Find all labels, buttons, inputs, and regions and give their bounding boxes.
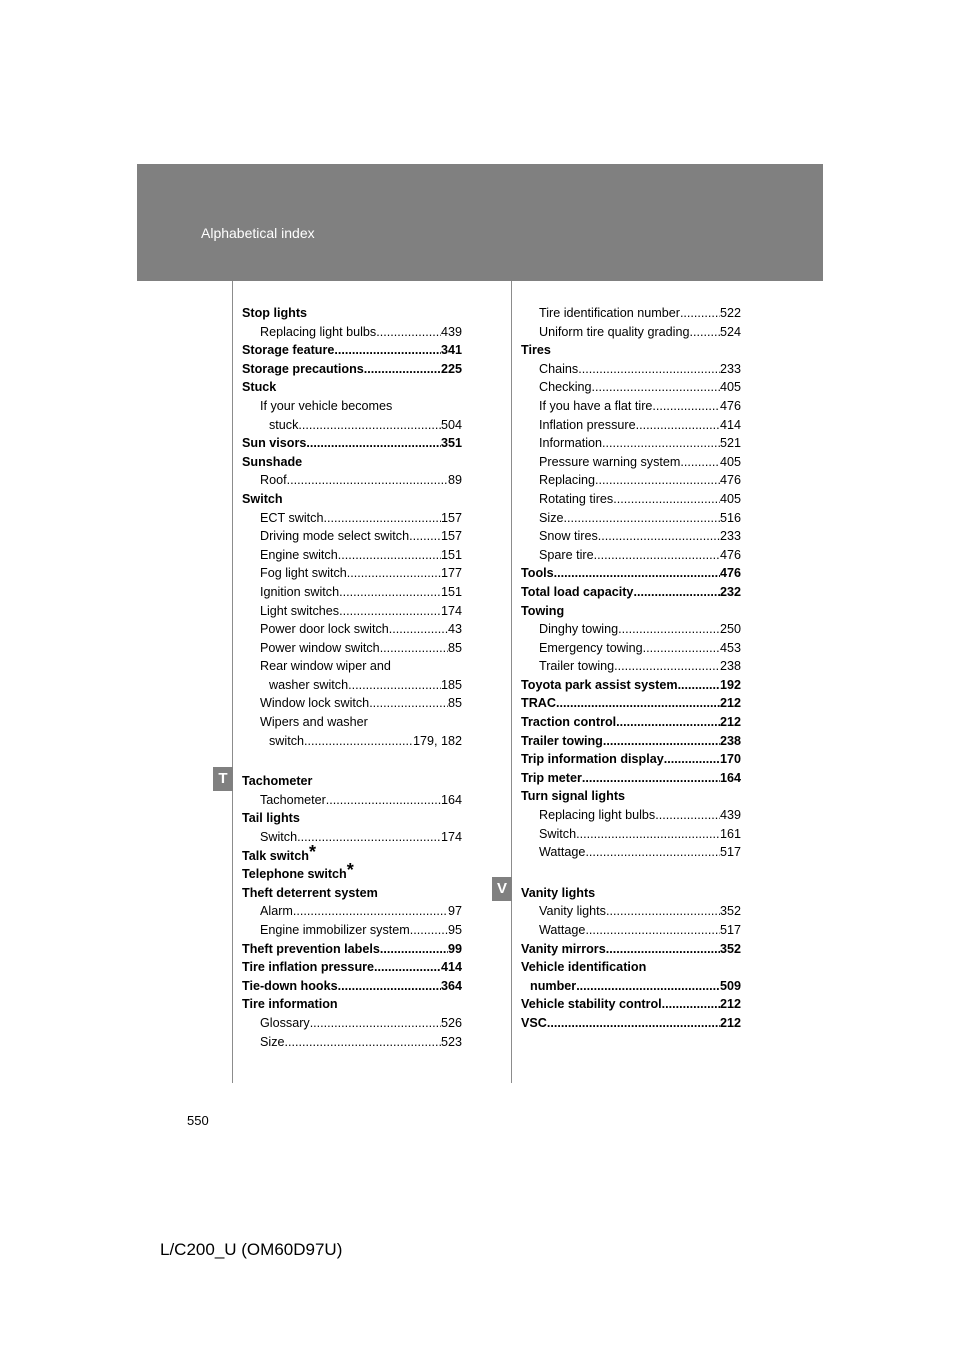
index-entry[interactable]: Snow tires ..... 233 [521, 527, 741, 546]
index-entry[interactable]: Fog light switch ..... 177 [242, 564, 462, 583]
index-entry[interactable]: Engine immobilizer system ..... 95 [242, 921, 462, 940]
index-subheading: If your vehicle becomes [260, 398, 393, 413]
left-column [242, 304, 462, 1051]
index-entry[interactable]: Switch ..... 161 [521, 825, 741, 844]
index-heading: Turn signal lights [521, 789, 626, 804]
index-entry[interactable]: number ..... 509 [521, 977, 741, 996]
index-heading: Stop lights [242, 306, 308, 320]
section-tab-v[interactable]: V [492, 877, 512, 901]
index-entry[interactable]: Driving mode select switch ..... 157 [242, 527, 462, 546]
index-subheading: Wipers and washer [260, 715, 368, 730]
index-entry[interactable]: Size ..... 523 [242, 1033, 462, 1052]
index-entry[interactable]: Replacing light bulbs ..... 439 [242, 323, 462, 342]
page-number: 550 [187, 1113, 209, 1128]
index-subheading: Rear window wiper and [260, 659, 391, 674]
index-entry[interactable]: Information ..... 521 [521, 434, 741, 453]
right-column [521, 304, 741, 1033]
index-heading: Stuck [242, 380, 277, 395]
index-heading: Sunshade [242, 454, 303, 469]
index-entry[interactable]: Light switches ..... 174 [242, 602, 462, 621]
index-entry[interactable]: Switch ..... 174 [242, 828, 462, 847]
index-entry[interactable]: If you have a flat tire ..... 476 [521, 397, 741, 416]
index-entry[interactable]: Window lock switch ..... 85 [242, 694, 462, 713]
left-divider [232, 281, 233, 1083]
footer-code: L/C200_U (OM60D97U) [160, 1240, 343, 1259]
footnote-star: * [346, 860, 354, 881]
index-entry[interactable]: Chains ..... 233 [521, 360, 741, 379]
page-header [137, 164, 823, 281]
index-entry[interactable]: Dinghy towing ..... 250 [521, 620, 741, 639]
index-entry[interactable]: Wattage ..... 517 [521, 843, 741, 862]
index-entry[interactable]: Glossary ..... 526 [242, 1014, 462, 1033]
index-entry[interactable]: VSC ..... 212 [521, 1014, 741, 1033]
index-entry[interactable]: Trailer towing ..... 238 [521, 732, 741, 751]
index-entry[interactable]: Trailer towing ..... 238 [521, 657, 741, 676]
index-entry[interactable]: Inflation pressure ..... 414 [521, 416, 741, 435]
index-entry[interactable]: TRAC ..... 212 [521, 694, 741, 713]
index-heading: Tail lights [242, 811, 300, 826]
index-entry[interactable]: Tachometer ..... 164 [242, 791, 462, 810]
index-entry[interactable]: Tire inflation pressure ..... 414 [242, 958, 462, 977]
index-entry[interactable]: switch ..... 179, 182 [242, 732, 462, 751]
index-entry[interactable]: Vehicle stability control ..... 212 [521, 995, 741, 1014]
index-entry[interactable]: Vanity lights ..... 352 [521, 902, 741, 921]
index-entry[interactable]: Spare tire ..... 476 [521, 546, 741, 565]
index-heading: Tires [521, 343, 551, 358]
index-entry[interactable]: Alarm ..... 97 [242, 902, 462, 921]
center-divider [511, 281, 512, 1083]
index-entry[interactable]: Checking ..... 405 [521, 378, 741, 397]
index-entry[interactable]: Tire identification number ..... 522 [521, 304, 741, 323]
index-entry[interactable]: Uniform tire quality grading ..... 524 [521, 323, 741, 342]
index-entry[interactable]: Pressure warning system ..... 405 [521, 453, 741, 472]
footnote-star: * [308, 841, 316, 862]
index-heading[interactable]: Talk switch* [242, 841, 316, 863]
index-heading: Tire information [242, 997, 338, 1012]
index-heading: Vanity lights [521, 885, 596, 900]
index-heading: Tachometer [242, 774, 313, 789]
index-entry[interactable]: washer switch ..... 185 [242, 676, 462, 695]
index-entry[interactable]: Tools ..... 476 [521, 564, 741, 583]
index-entry[interactable]: Wattage ..... 517 [521, 921, 741, 940]
index-entry[interactable]: Power window switch ..... 85 [242, 639, 462, 658]
section-tab-t[interactable]: T [213, 767, 233, 791]
index-entry[interactable]: Tie-down hooks ..... 364 [242, 977, 462, 996]
header-title: Alphabetical index [201, 225, 315, 241]
index-heading[interactable]: Telephone switch* [242, 860, 354, 882]
index-entry[interactable]: Total load capacity ..... 232 [521, 583, 741, 602]
index-heading: Switch [242, 491, 283, 506]
index-entry[interactable]: Roof ..... 89 [242, 471, 462, 490]
index-heading: Vehicle identification [521, 960, 647, 975]
index-entry[interactable]: Replacing light bulbs ..... 439 [521, 806, 741, 825]
index-entry[interactable]: Ignition switch ..... 151 [242, 583, 462, 602]
index-entry[interactable]: Storage feature ..... 341 [242, 341, 462, 360]
index-entry[interactable]: Emergency towing ..... 453 [521, 639, 741, 658]
index-entry[interactable]: Vanity mirrors ..... 352 [521, 940, 741, 959]
index-entry[interactable]: Trip meter ..... 164 [521, 769, 741, 788]
index-entry[interactable]: Sun visors ..... 351 [242, 434, 462, 453]
index-entry[interactable]: Toyota park assist system ..... 192 [521, 676, 741, 695]
index-entry[interactable]: Engine switch ..... 151 [242, 546, 462, 565]
index-heading: Towing [521, 603, 565, 618]
index-entry[interactable]: Size ..... 516 [521, 509, 741, 528]
index-heading: Theft deterrent system [242, 885, 378, 900]
index-entry[interactable]: Theft prevention labels ..... 99 [242, 940, 462, 959]
index-entry[interactable]: Storage precautions ..... 225 [242, 360, 462, 379]
index-entry[interactable]: stuck ..... 504 [242, 416, 462, 435]
index-entry[interactable]: Power door lock switch ..... 43 [242, 620, 462, 639]
index-entry[interactable]: Rotating tires ..... 405 [521, 490, 741, 509]
index-entry[interactable]: Trip information display ..... 170 [521, 750, 741, 769]
index-entry[interactable]: Replacing ..... 476 [521, 471, 741, 490]
index-entry[interactable]: ECT switch ..... 157 [242, 509, 462, 528]
index-entry[interactable]: Traction control ..... 212 [521, 713, 741, 732]
